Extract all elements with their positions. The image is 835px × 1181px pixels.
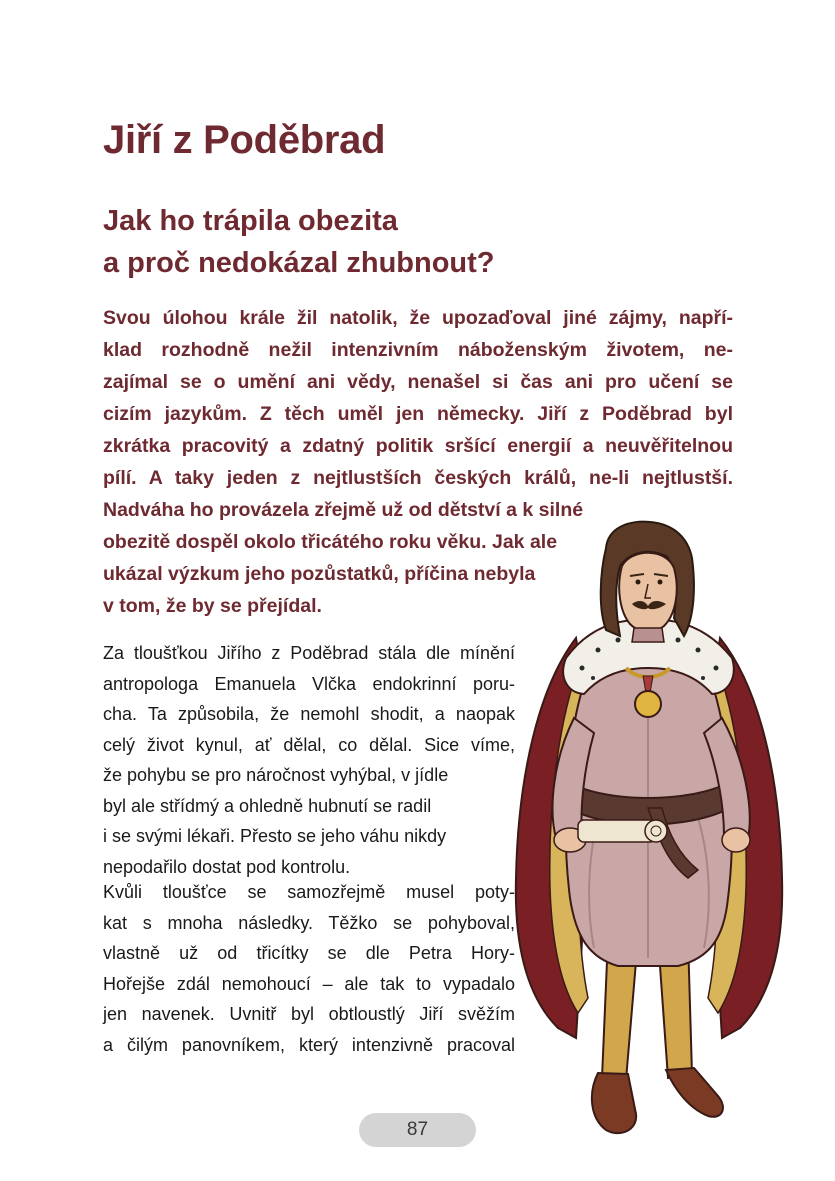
body-paragraph-2 — [103, 877, 515, 1060]
page-title: Jiří z Poděbrad — [103, 118, 386, 162]
subtitle-line: a proč nedokázal zhubnout? — [103, 247, 495, 279]
lead-line: ukázal výzkum jeho pozůstatků, příčina nebyla — [103, 563, 536, 585]
king-illustration — [498, 518, 798, 1168]
body-line: a čilým panovníkem, který intenzivně pracoval — [103, 1034, 515, 1055]
body-line: nepodařilo dostat pod kontrolu. — [103, 856, 351, 877]
body-line: i se svými lékaři. Přesto se jeho váhu nikdy — [103, 826, 447, 846]
body-line: kat s mnoha následky. Těžko se pohyboval, — [103, 912, 515, 933]
lead-line: zajímal se o umění ani vědy, nenašel si čas ani pro učení se — [103, 371, 733, 393]
body-line: Za tloušťkou Jiřího z Poděbrad stála dle mínění — [103, 643, 515, 663]
body-line: Kvůli tloušťce se samozřejmě musel poty- — [103, 882, 515, 902]
body-line: antropologa Emanuela Vlčka endokrinní poru- — [103, 673, 515, 694]
lead-line: Nadváha ho provázela zřejmě už od dětství a k silné — [103, 499, 584, 521]
body-line: cha. Ta způsobila, že nemohl shodit, a naopak — [103, 704, 515, 724]
section-subtitle — [103, 200, 495, 284]
lead-line: cizím jazykům. Z těch uměl jen německy. Jiří z Poděbrad byl — [103, 403, 733, 425]
subtitle-line: Jak ho trápila obezita — [103, 205, 398, 237]
lead-line: zkrátka pracovitý a zdatný politik sršící energií a neuvěřitelnou — [103, 435, 733, 457]
lead-line: klad rozhodně nežil intenzivním náboženským životem, ne- — [103, 339, 733, 361]
body-line: že pohybu se pro náročnost vyhýbal, v jídle — [103, 765, 449, 785]
body-line: celý život kynul, ať dělal, co dělal. Sice víme, — [103, 734, 515, 755]
lead-line: pílí. A taky jeden z nejtlustších českých králů, ne-li nejtlustší. — [103, 467, 733, 489]
lead-line: obezitě dospěl okolo třicátého roku věku. Jak ale — [103, 531, 558, 553]
body-line: Hořejše zdál nemohoucí – ale tak to vypadalo — [103, 973, 515, 994]
page-number: 87 — [359, 1113, 476, 1147]
body-line: byl ale střídmý a ohledně hubnutí se radil — [103, 795, 432, 816]
body-paragraph-1 — [103, 638, 515, 882]
body-line: jen navenek. Uvnitř byl obtloustlý Jiří svěžím — [103, 1004, 515, 1024]
lead-line: Svou úlohou krále žil natolik, že upozaďoval jiné zájmy, napří- — [103, 307, 733, 329]
lead-line: v tom, že by se přejídal. — [103, 595, 322, 617]
body-line: vlastně už od třicítky se dle Petra Hory- — [103, 943, 515, 963]
